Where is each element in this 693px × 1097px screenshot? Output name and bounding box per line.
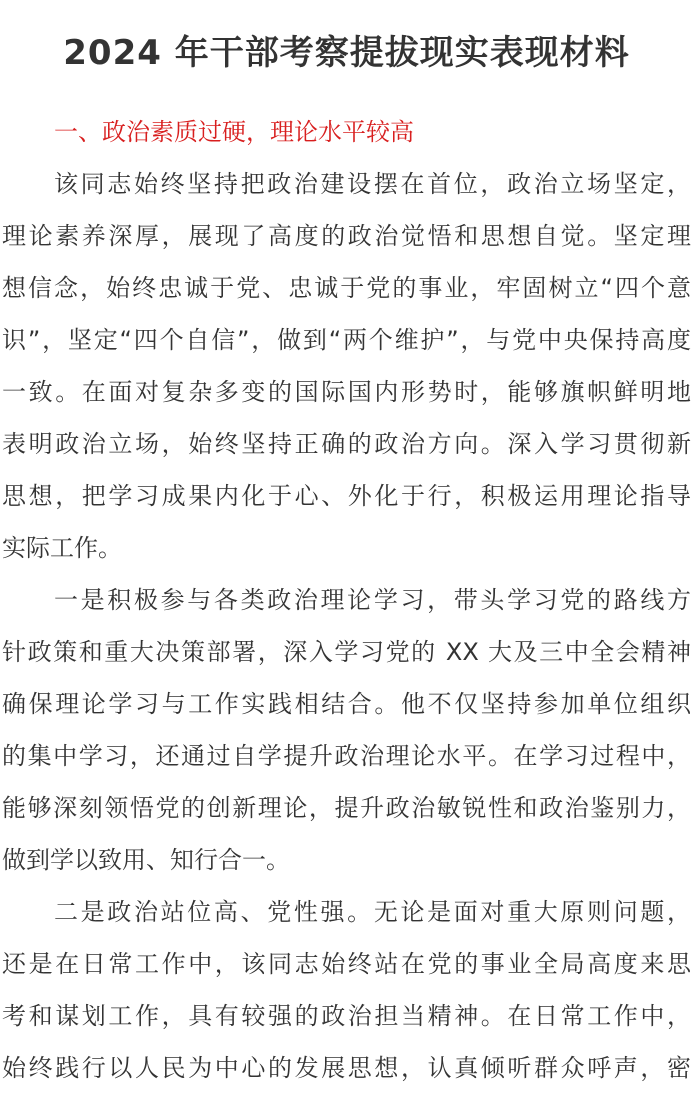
section-heading: 一、政治素质过硬，理论水平较高 bbox=[54, 118, 414, 146]
paragraph-line: 实际工作。 bbox=[2, 534, 122, 562]
paragraph-line: 该同志始终坚持把政治建设摆在首位，政治立场坚定， bbox=[54, 170, 691, 198]
paragraph-1 bbox=[2, 158, 691, 574]
paragraph-line: 一是积极参与各类政治理论学习，带头学习党的路线方 bbox=[54, 586, 691, 614]
document-body bbox=[2, 106, 691, 1094]
paragraph-line: 能够深刻领悟党的创新理论，提升政治敏锐性和政治鉴别力， bbox=[2, 794, 691, 822]
paragraph-line: 的集中学习，还通过自学提升政治理论水平。在学习过程中， bbox=[2, 742, 691, 770]
document-title: 2024 年干部考察提拔现实表现材料 bbox=[63, 33, 630, 73]
paragraph-line: 还是在日常工作中，该同志始终站在党的事业全局高度来思 bbox=[2, 950, 691, 978]
paragraph-line: 识”，坚定“四个自信”，做到“两个维护”，与党中央保持高度 bbox=[2, 326, 691, 354]
paragraph-line: 二是政治站位高、党性强。无论是面对重大原则问题， bbox=[54, 898, 691, 926]
paragraph-line: 想信念，始终忠诚于党、忠诚于党的事业，牢固树立“四个意 bbox=[2, 274, 691, 302]
paragraph-line: 一致。在面对复杂多变的国际国内形势时，能够旗帜鲜明地 bbox=[2, 378, 691, 406]
paragraph-line: 做到学以致用、知行合一。 bbox=[2, 846, 290, 874]
paragraph-line: 针政策和重大决策部署，深入学习党的 XX 大及三中全会精神 bbox=[2, 638, 691, 666]
paragraph-line: 思想，把学习成果内化于心、外化于行，积极运用理论指导 bbox=[2, 482, 691, 510]
paragraph-2 bbox=[2, 574, 691, 886]
paragraph-line: 考和谋划工作，具有较强的政治担当精神。在日常工作中， bbox=[2, 1002, 691, 1030]
paragraph-line: 始终践行以人民为中心的发展思想，认真倾听群众呼声，密 bbox=[2, 1054, 691, 1082]
paragraph-line: 确保理论学习与工作实践相结合。他不仅坚持参加单位组织 bbox=[2, 690, 691, 718]
paragraph-line: 表明政治立场，始终坚持正确的政治方向。深入学习贯彻新 bbox=[2, 430, 691, 458]
paragraph-line: 理论素养深厚，展现了高度的政治觉悟和思想自觉。坚定理 bbox=[2, 222, 691, 250]
paragraph-3 bbox=[2, 886, 691, 1094]
